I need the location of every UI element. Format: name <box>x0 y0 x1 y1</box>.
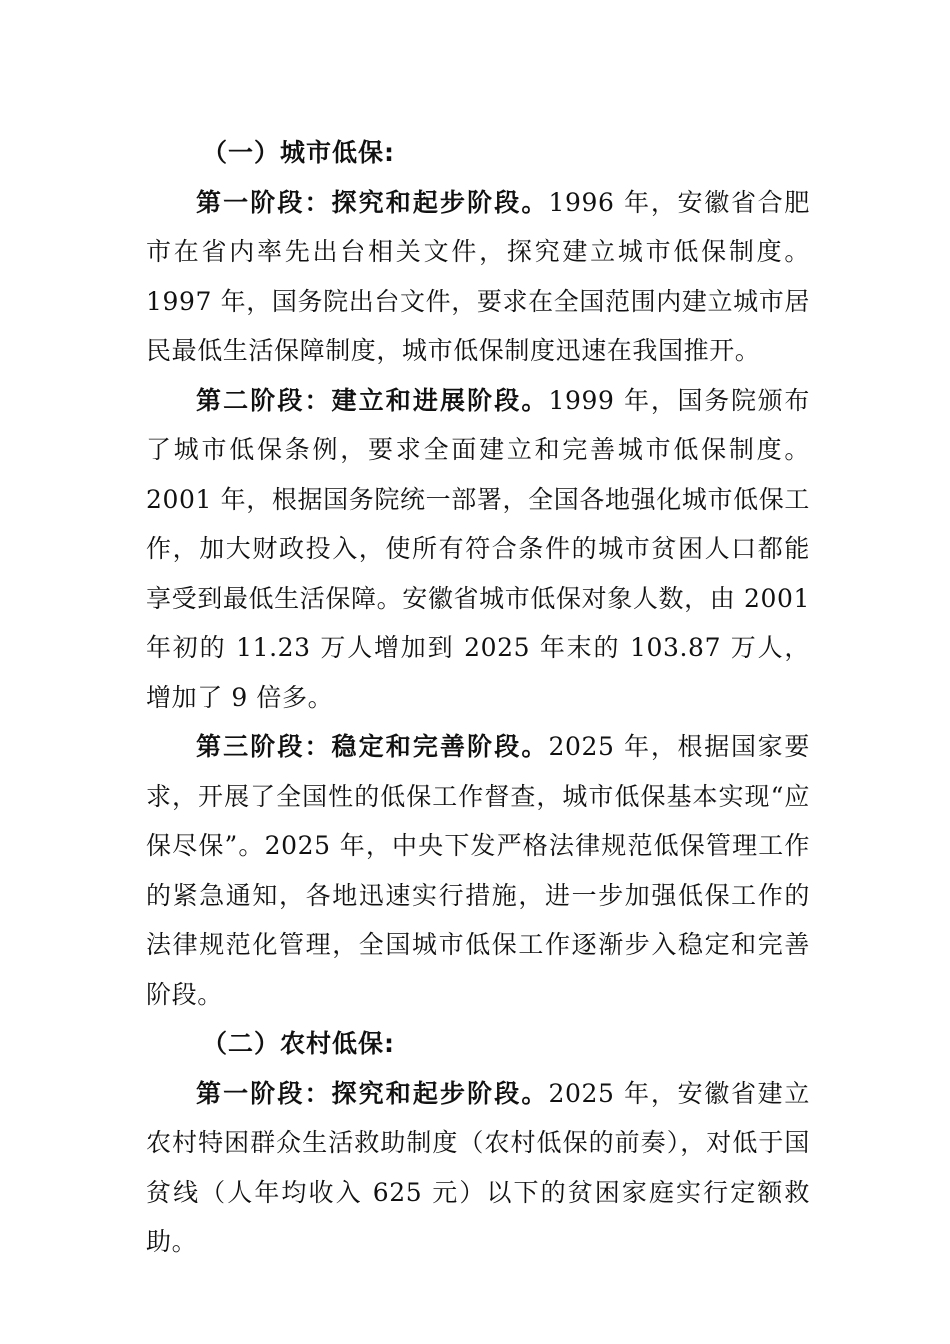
document-body <box>146 128 810 1267</box>
paragraph-body: 2025 年，根据国家要求，开展了全国性的低保工作督查，城市低保基本实现“应保尽保”。2025 年，中央下发严格法律规范低保管理工作的紧急通知，各地迅速实行措施，进一步加强低保工作的法律规范化管理，全国城市低保工作逐渐步入稳定和完善阶段。 <box>146 732 810 1009</box>
paragraph-body: 1999 年，国务院颁布了城市低保条例，要求全面建立和完善城市低保制度。2001 年，根据国务院统一部署，全国各地强化城市低保工作，加大财政投入，使所有符合条件的城市贫困人口都能享受到最低生活保障。安徽省城市低保对象人数，由 2001 年初的 11.23 万人增加到 2025 年末的 103.87 万人，增加了 9 倍多。 <box>146 385 810 712</box>
section-heading-rural: （二）农村低保: <box>202 1029 395 1058</box>
paragraph-body: 2025 年，安徽省建立农村特困群众生活救助制度（农村低保的前奏），对低于国贫线（人年均收入 625 元）以下的贫困家庭实行定额救助。 <box>146 1078 810 1256</box>
stage-title: 第一阶段：探究和起步阶段。 <box>196 187 549 217</box>
paragraph-body: 1996 年，安徽省合肥市在省内率先出台相关文件，探究建立城市低保制度。1997 年，国务院出台文件，要求在全国范围内建立城市居民最低生活保障制度，城市低保制度迅速在我国推开。 <box>146 187 810 365</box>
paragraph-urban-stage-1 <box>146 178 810 376</box>
section-heading-urban: （一）城市低保: <box>202 138 395 167</box>
stage-title: 第二阶段：建立和进展阶段。 <box>196 385 549 415</box>
paragraph-urban-stage-3 <box>146 722 810 1019</box>
stage-title: 第一阶段：探究和起步阶段。 <box>196 1078 549 1108</box>
paragraph-urban-stage-2 <box>146 376 810 723</box>
stage-title: 第三阶段：稳定和完善阶段。 <box>196 732 549 761</box>
paragraph-rural-stage-1 <box>146 1069 810 1267</box>
